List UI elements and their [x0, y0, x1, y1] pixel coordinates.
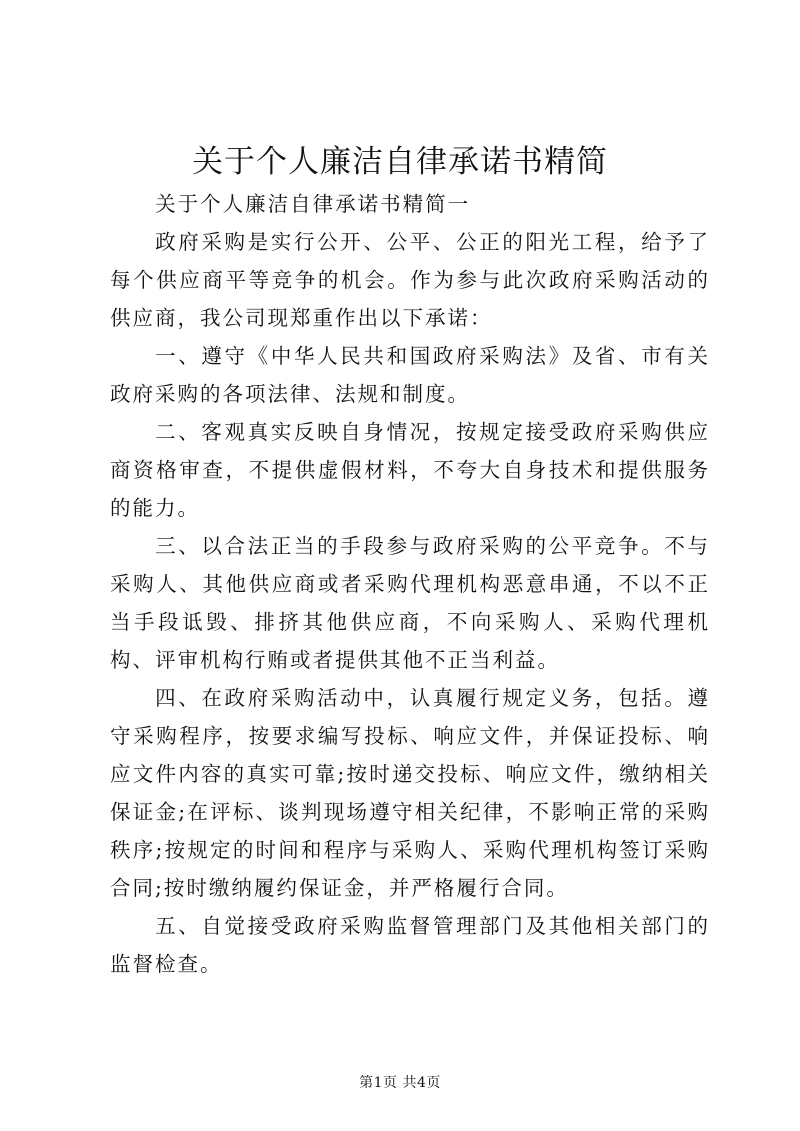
intro-paragraph: 政府采购是实行公开、公平、公正的阳光工程，给予了每个供应商平等竞争的机会。作为参与此次政府采购活动的供应商，我公司现郑重作出以下承诺：	[110, 230, 710, 330]
commitment-item-4: 四、在政府采购活动中，认真履行规定义务，包括。遵守采购程序，按要求编写投标、响应文件，并保证投标、响应文件内容的真实可靠;按时递交投标、响应文件，缴纳相关保证金;在评标、谈判现场遵守相关纪律，不影响正常的采购秩序;按规定的时间和程序与采购人、采购代理机构签订采购合同;按时缴纳履约保证金，并严格履行合同。	[110, 686, 710, 900]
commitment-item-3: 三、以合法正当的手段参与政府采购的公平竞争。不与采购人、其他供应商或者采购代理机构恶意串通，不以不正当手段诋毁、排挤其他供应商，不向采购人、采购代理机构、评审机构行贿或者提供其他不正当利益。	[110, 534, 710, 672]
subtitle-paragraph: 关于个人廉洁自律承诺书精简一	[155, 192, 471, 216]
document-body	[110, 185, 710, 983]
commitment-item-2: 二、客观真实反映自身情况，按规定接受政府采购供应商资格审查，不提供虚假材料，不夸大自身技术和提供服务的能力。	[110, 420, 710, 520]
document-title: 关于个人廉洁自律承诺书精简	[192, 144, 608, 180]
commitment-item-5: 五、自觉接受政府采购监督管理部门及其他相关部门的监督检查。	[110, 914, 710, 976]
commitment-item-1: 一、遵守《中华人民共和国政府采购法》及省、市有关政府采购的各项法律、法规和制度。	[110, 344, 710, 406]
page-number-footer: 第1页 共4页	[359, 1075, 441, 1091]
